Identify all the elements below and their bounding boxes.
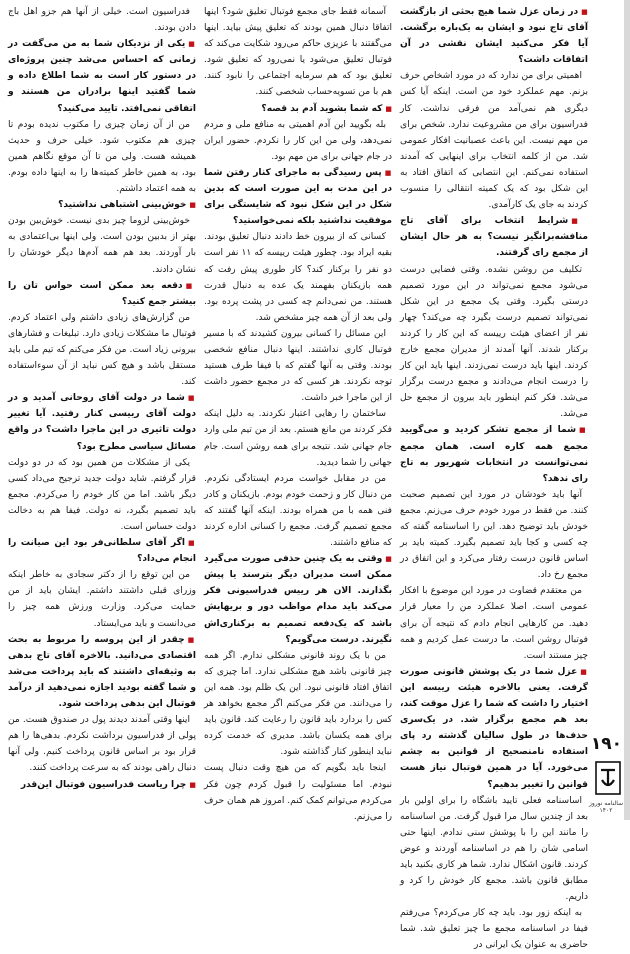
logo-icon <box>593 758 623 798</box>
column-middle <box>204 4 392 822</box>
issue-label: سالنامه نوروز ۱۴۰۲ <box>588 800 624 814</box>
interview-question: ■ چرا ریاست فدراسیون فوتبال این‌قدر <box>8 777 196 793</box>
interview-answer: خوش‌بینی لزوما چیز بدی نیست. خوش‌بین بودن بهتر از بدبین بودن است. ولی اینها بی‌اعتمادی به بار آوردند. بعد هم همه آدم‌ها دیگر خودشان را نشان دادند. <box>8 216 196 275</box>
interview-answer: بله بگویید این آدم اهمیتی به منافع ملی و مردم نمی‌دهد، ولی من این کار را نکردم. حضور ایران در جام جهانی برای من مهم بود. <box>204 119 392 162</box>
interview-answer: فدراسیون است. خیلی از آنها هم جزو اهل باج دادن بودند. <box>8 7 196 34</box>
interview-answer: کسانی که از بیرون خط دادند دنبال تعلیق بودند. بقیه ایراد بود. چطور هیئت رییسه که ۱۱ نفر است دو نفر را برکنار کند؟ کار طوری پیش رفت که همه بازیکنان بفهمند یک عده به دنبال قدرت هستند. من نمی‌دانم چه کسی در پشت پرده بود. ولی بعد از آن همه چیز مشخص شد. <box>204 232 392 323</box>
page-number: ۱۹۰ <box>590 734 622 754</box>
interview-answer: تکلیف من روشن نشده. وقتی فضایی درست می‌شود مجمع نمی‌تواند در این مورد تصمیم درستی بگیرد. وقتی یک مجمع در این شکل نمی‌تواند تصمیم درست بگیرد چه می‌کند؟ چهار نفر از اعضای هیئت رییسه که این کار را کردند برکنار شدند. آنها آمدند از مدیران مجمع خارج کردند. اینها باید درست نمی‌زدند. اینها باید این کار را درست انجام می‌دادند و مجمع درست برگزار می‌شد. فکر کنم اینطور باید بیرون از مجمع حل می‌شد. <box>400 264 588 420</box>
column-right <box>400 4 588 951</box>
column-left <box>8 4 196 812</box>
interview-answer: من این توقع را از دکتر سجادی به خاطر اینکه وزرای قبلی داشتند داشتم. ایشان باید از من حمایت می‌کرد. وزارت ورزش همه چیز را می‌دانست و باید می‌ایستاد. <box>8 570 196 629</box>
interview-question: ■ اگر آقای سلطانی‌فر بود این صیانت را انجام می‌داد؟ <box>8 535 196 567</box>
interview-question: ■ عزل شما در یک پوشش قانونی صورت گرفت. یعنی بالاخره هیئت رییسه این اختیار را داشت که شما را عزل موقت کند، بعد هم مجمع برگزار شد. در یک‌سری حذف‌ها در طول سالیان گذشته رد پای استفاده نامنصحیح از قوانین به چشم می‌خورد. آیا در همین فوتبال نیاز هست قوانین را تغییر بدهیم؟ <box>400 664 588 793</box>
interview-answer: من گزارش‌های زیادی داشتم ولی اعتماد کردم. فوتبال ما مشکلات زیادی دارد. تبلیغات و فشارهای بیرونی زیاد است. من فکر می‌کنم که تیم ملی باید مستقل باشد و هیچ کس نباید از آن سوءاستفاده کند. <box>8 312 196 388</box>
interview-question: ■ شما از مجمع تشکر کردید و می‌گویید مجمع همه کاره است. همان مجمع نمی‌توانست در انتخابات شهریور به تاج رای ندهد؟ <box>400 422 588 486</box>
interview-answer: آنها باید خودشان در مورد این تصمیم صحبت کنند. من فقط در مورد خودم حرف می‌زنم. مجمع خودش باید توضیح دهد. این را اساسنامه گفته که چه کسی و کجا باید تصمیم بگیرد. کمیته باید بر اساس قانون درست رفتار می‌کرد و این اتفاق در مجمع رخ داد. <box>400 489 588 581</box>
interview-answer: من با یک روند قانونی مشکلی ندارم. اگر همه چیز قانونی باشد هیچ مشکلی ندارد. اما چیزی که اتفاق افتاد قانونی نبود. این یک ظلم بود. همه این را می‌دانند. من فکر می‌کنم اگر مجمع بخواهد هر کس را بردارد باید قانون را رعایت کند. قانون باید برای همه یکسان باشد. مدیری که خدمت کرده نباید اینطور کنار گذاشته شود. <box>204 650 392 758</box>
interview-answer: به اینکه زور بود. باید چه کار می‌کردم؟ می‌رفتم فیفا در اساسنامه مجمع ما چیز تعلیق شد. شما حاضری به عنوان یک ایرانی در <box>400 908 588 951</box>
interview-answer: یکی از مشکلات من همین بود که در دو دولت قرار گرفتم. شاید دولت جدید ترجیح می‌داد کسی دیگر باشد. اما من کار خودم را می‌کردم. مجمع باید تصمیم بگیرد، نه دولت. فیفا هم به دخالت دولت حساس است. <box>8 457 196 532</box>
interview-question: ■ شما در دولت آقای روحانی آمدید و در دولت آقای رییسی کنار رفتید. آیا تغییر دولت تاثیری در این ماجرا داشت؟ در واقع مسائل سیاسی مطرح بود؟ <box>8 390 196 454</box>
interview-question: ■ که شما بشوید آدم بد قصه؟ <box>204 101 392 117</box>
interview-answer: اهمیتی برای من ندارد که در مورد اشخاص حرف بزنم. مهم عملکرد خود من است. اینکه آیا کس دیگری هم نمی‌آمد من فرقی نداشت. کار فدراسیون برای من مشروعیت ندارد. شخص برای من مهم نیست. این باعث عصبانیت افکار عمومی شد. من از کلمه انتخاب برای اینهایی که آمدند استفاده نمی‌کنم. این انتصابی که اتفاق افتاد به این شکل بود که یک کمیته انتقالی را منسوب کردند به جای یک کارآمدی. <box>400 71 588 211</box>
interview-question: ■ پس رسیدگی به ماجرای کنار رفتن شما در این مدت به این صورت است که بدین شکل در این شکل نبود که شایستگی برای موفقیت نداشتید بلکه نمی‌خواستید؟ <box>204 165 392 229</box>
interview-question: ■ شرایط انتخاب برای آقای تاج منافشه‌برانگیز نیست؟ به هر حال ایشان از مجمع رای گرفتند. <box>400 213 588 261</box>
interview-question: ■ یکی از نزدیکان شما به من می‌گفت در زمانی که احساس می‌شد چنین پروژه‌ای در دستور کار است به شما اطلاع داده و شما گفتید اینها برادران من هستند و اتفاقی نمی‌افتد. تایید می‌کنید؟ <box>8 36 196 116</box>
interview-answer: من در مقابل خواست مردم ایستادگی نکردم. من دنبال کار و زحمت خودم بودم. بازیکنان و کادر فنی همه با من همراه بودند. اینکه آنها گفتند که مجمع تصمیم گرفت. مجمع را کسانی اداره کردند که منافع داشتند. <box>204 473 392 549</box>
interview-question: ■ دقعه بعد ممکن است حواس تان را بیشتر جمع کنید؟ <box>8 278 196 310</box>
interview-answer: آسمانه فقط جای مجمع فوتبال تعلیق شود؟ اینها اتفاقا دنبال همین بودند که تعلیق پیش بیاید. اینها می‌گفتند با عزیزی حاکم می‌رود شکایت می‌کند که فوتبال تعلیق می‌شود یا نمی‌رود که تعلیق شود. تعلیق بود که هم سرمایه اجتماعی را نابود کنند. هم با من تسویه‌حساب شخصی کنند. <box>204 7 392 98</box>
page-sidebar <box>588 0 630 820</box>
interview-question: ■ چقدر از این پروسه را مربوط به بحث اقتصادی می‌دانید. بالاخره آقای تاج بدهی به وثیقه‌ای داشتند که باید پرداخت می‌شد و شما گفته بودید اجازه نمی‌دهید از درآمد فوتبال این بدهی پرداخت شود. <box>8 632 196 712</box>
interview-answer: ساختمان را رهایی اعتبار نکردند. به دلیل اینکه فکر کردند من مانع هستم. بعد از من تیم ملی وارد جام جهانی شد. نتیجه برای همه روشن است. جام جهانی را شما دیدید. <box>204 409 392 468</box>
interview-question: ■ در زمان عزل شما هیچ بحثی از بازگشت آقای تاج نبود و ایشان به یک‌باره برگشت. آیا فکر می‌کنید ایشان نقشی در آن اتفاقات داشت؟ <box>400 4 588 68</box>
article-columns <box>8 4 588 951</box>
interview-answer: اساسنامه فعلی تایید باشگاه را برای اولین بار بعد از چندین سال مرا قبول گرفت. من اساسنامه را مانند این را با پوشش سنی ندادم. اینها حتی اسامی شان را هم در اساسنامه آوردند و عوض کردند. قانون اشکال ندارد. شما هر کاری بکنید باید مطابق قانون باشد. مجمع کار خودش را کرد و داریم. <box>400 795 588 903</box>
page-edge-strip <box>624 0 630 820</box>
magazine-logo <box>592 758 624 798</box>
interview-answer: من از آن زمان چیزی را مکتوب ندیده بودم تا چیزی هم مکتوب شود. خیلی حرف و حدیث همیشه هست. ولی من تا آن موقع نگاهم همین بود، به همین خاطر کمیته‌ها را به اینها داده بودم. به همه اعتماد داشتم. <box>8 119 196 195</box>
interview-question: ■ خوش‌بینی اشتباهی نداشتید؟ <box>8 197 196 213</box>
interview-answer: اینها وقتی آمدند دیدند پول در صندوق هست. من پولی از فدراسیون برداشت نکردم. بدهی‌ها را هم قرار بود بر اساس قانون پرداخت کنیم. ولی آنها دنبال راهی بودند که به سرعت پرداخت کنند. <box>8 715 196 774</box>
interview-answer: من معتقدم قضاوت در مورد این موضوع با افکار عمومی است. اصلا عملکرد من را معیار قرار دهید. من کارهایی انجام دادم که نتیجه آن برای فوتبال روشن است. ما درست عمل کردیم و همه چیز مستند است. <box>400 586 588 661</box>
interview-answer: اینجا باید بگویم که من هیچ وقت دنبال پست نبودم. اما مسئولیت را قبول کردم چون فکر می‌کردم می‌توانم کمک کنم. امروز هم همان حرف را می‌زنم. <box>204 763 392 822</box>
interview-answer: این مسائل را کسانی بیرون کشیدند که با مسیر فوتبال کاری نداشتند. اینها دنبال منافع شخصی بودند. وقتی به آنها گفتم که با فیفا طرف هستید توجه نکردند. هر کسی که در مجمع حضور داشت از این ماجرا خبر داشت. <box>204 328 392 404</box>
interview-question: ■ وقتی به یک چنین حذفی صورت می‌گیرد ممکن است مدیران دیگر بترسند یا پیش بگذارند. الان هر رییس فدراسیونی فکر می‌کند باید مدام مواظب دور و بریهایش باشد که یک‌دفعه تصمیم به برکناری‌اش نگیرند. درست می‌گویم؟ <box>204 551 392 648</box>
